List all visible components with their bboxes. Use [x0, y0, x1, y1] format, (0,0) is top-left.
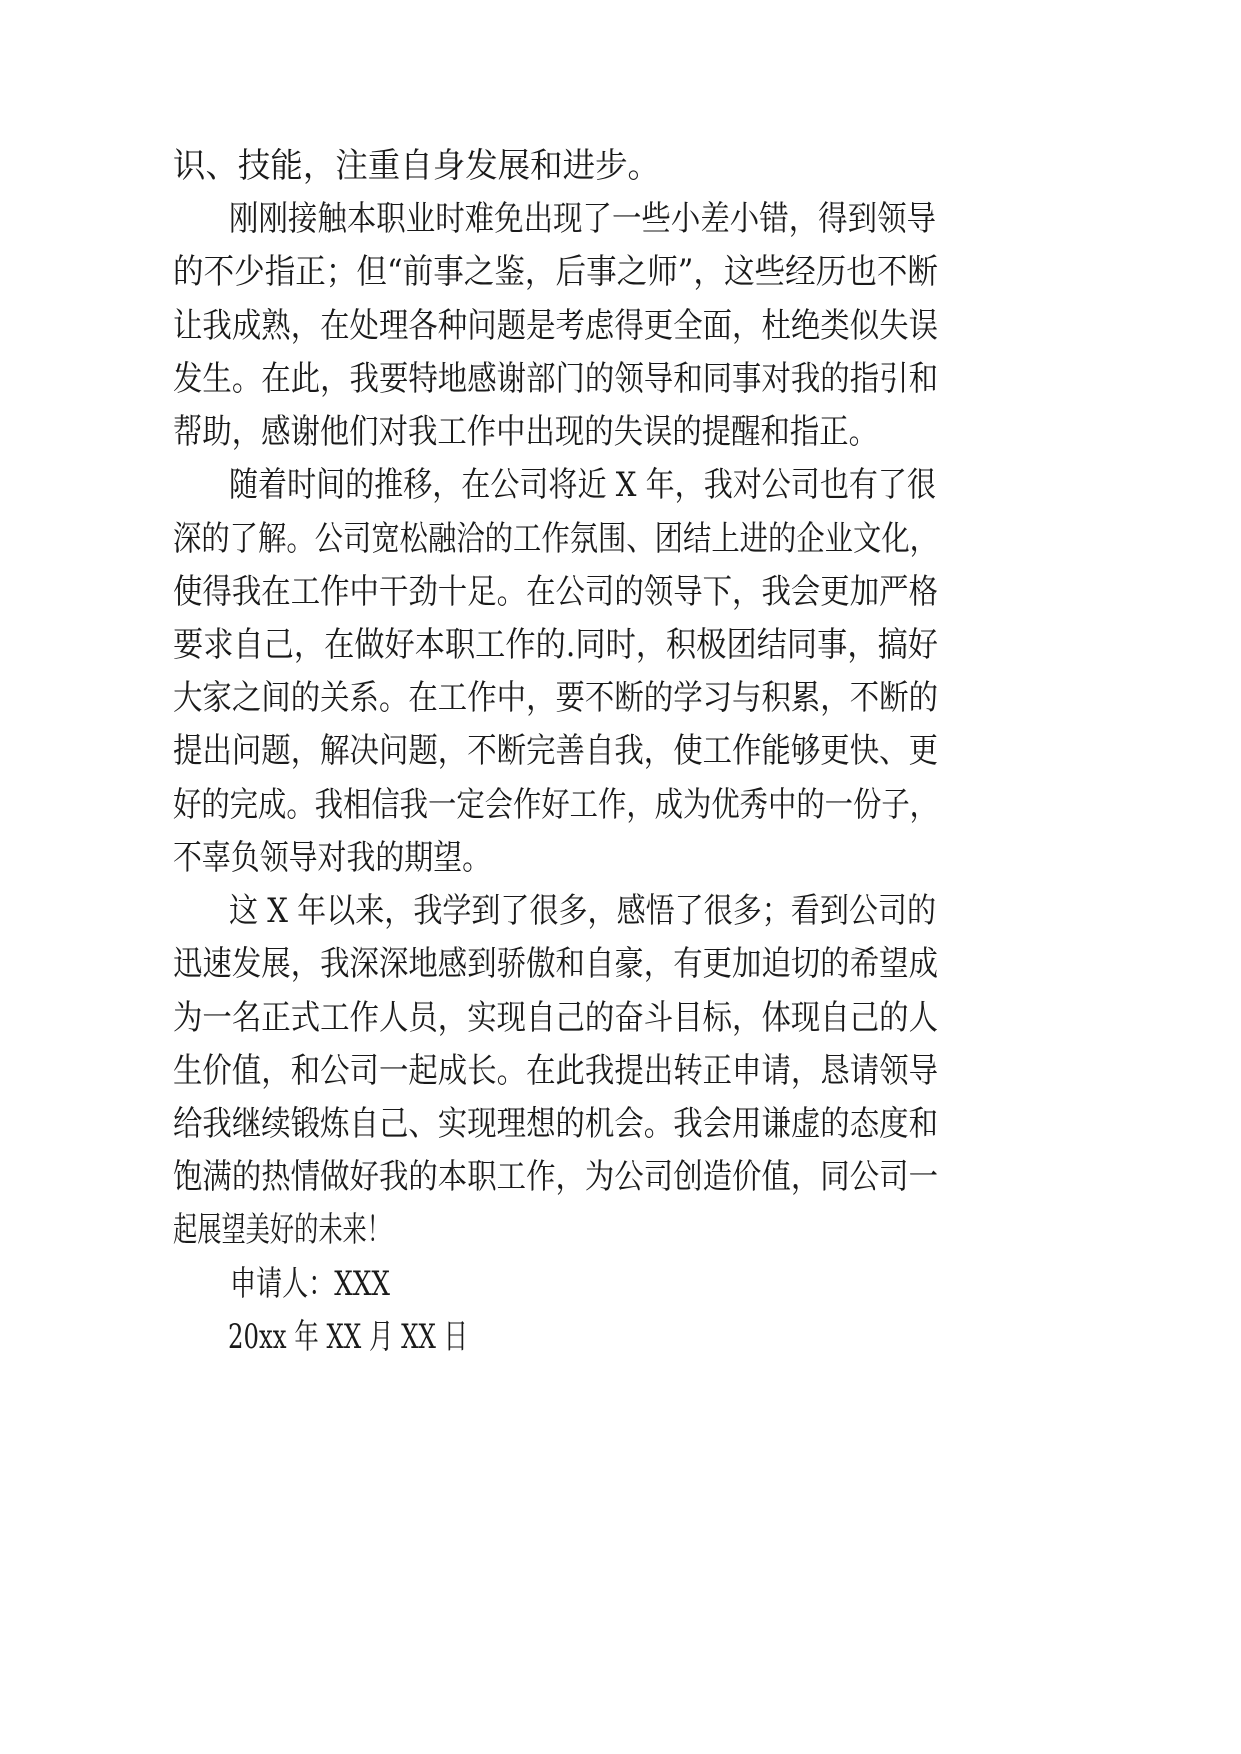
body-line: [0, 136, 1241, 196]
body-line: [0, 1200, 1241, 1260]
body-line: [0, 775, 1241, 835]
paragraph-start-line: [0, 881, 1241, 941]
body-line: [0, 988, 1241, 1048]
line-text: 这 X 年以来，我学到了很多，感悟了很多；看到公司的: [229, 891, 936, 931]
line-text: 给我继续锻炼自己、实现理想的机会。我会用谦虚的态度和: [173, 1104, 938, 1144]
applicant-text: 申请人：XXX: [230, 1264, 390, 1304]
paragraph-start-line: [0, 455, 1241, 515]
line-text: 让我成熟，在处理各种问题是考虑得更全面，杜绝类似失误: [173, 306, 938, 346]
signature-applicant: [0, 1254, 1241, 1314]
line-text: 不辜负领导对我的期望。: [173, 838, 491, 878]
line-text: 为一名正式工作人员，实现自己的奋斗目标，体现自己的人: [173, 998, 938, 1038]
body-line: [0, 1041, 1241, 1101]
body-line: [0, 349, 1241, 409]
body-line: [0, 615, 1241, 675]
line-text: 刚刚接触本职业时难免出现了一些小差小错，得到领导: [229, 199, 936, 239]
line-text: 起展望美好的未来！: [173, 1210, 391, 1250]
signature-date: [0, 1307, 1241, 1367]
line-text: 帮助，感谢他们对我工作中出现的失误的提醒和指正。: [173, 412, 878, 452]
body-line: [0, 934, 1241, 994]
line-text: 发生。在此，我要特地感谢部门的领导和同事对我的指引和: [173, 359, 938, 399]
line-text: 提出问题，解决问题，不断完善自我，使工作能够更快、更: [173, 731, 938, 771]
line-text: 的不少指正；但“前事之鉴，后事之师”，这些经历也不断: [173, 252, 938, 292]
line-text: 大家之间的关系。在工作中，要不断的学习与积累，不断的: [173, 678, 938, 718]
line-text: 要求自己，在做好本职工作的.同时，积极团结同事，搞好: [173, 625, 938, 665]
body-line: [0, 562, 1241, 622]
line-text: 识、技能，注重自身发展和进步。: [173, 146, 660, 186]
body-line: [0, 828, 1241, 888]
body-line: [0, 509, 1241, 569]
body-line: [0, 242, 1241, 302]
line-text: 深的了解。公司宽松融洽的工作氛围、团结上进的企业文化，: [173, 519, 938, 559]
body-line: [0, 1094, 1241, 1154]
line-text: 好的完成。我相信我一定会作好工作，成为优秀中的一份子，: [173, 785, 938, 825]
body-line: [0, 721, 1241, 781]
paragraph-start-line: [0, 189, 1241, 249]
line-text: 生价值，和公司一起成长。在此我提出转正申请，恳请领导: [173, 1051, 938, 1091]
line-text: 饱满的热情做好我的本职工作，为公司创造价值，同公司一: [173, 1157, 938, 1197]
body-line: [0, 1147, 1241, 1207]
line-text: 使得我在工作中干劲十足。在公司的领导下，我会更加严格: [173, 572, 938, 612]
date-text: 20xx 年 XX 月 XX 日: [228, 1317, 468, 1357]
body-line: [0, 402, 1241, 462]
body-line: [0, 296, 1241, 356]
line-text: 随着时间的推移，在公司将近 X 年，我对公司也有了很: [229, 465, 936, 505]
body-line: [0, 668, 1241, 728]
line-text: 迅速发展，我深深地感到骄傲和自豪，有更加迫切的希望成: [173, 944, 938, 984]
